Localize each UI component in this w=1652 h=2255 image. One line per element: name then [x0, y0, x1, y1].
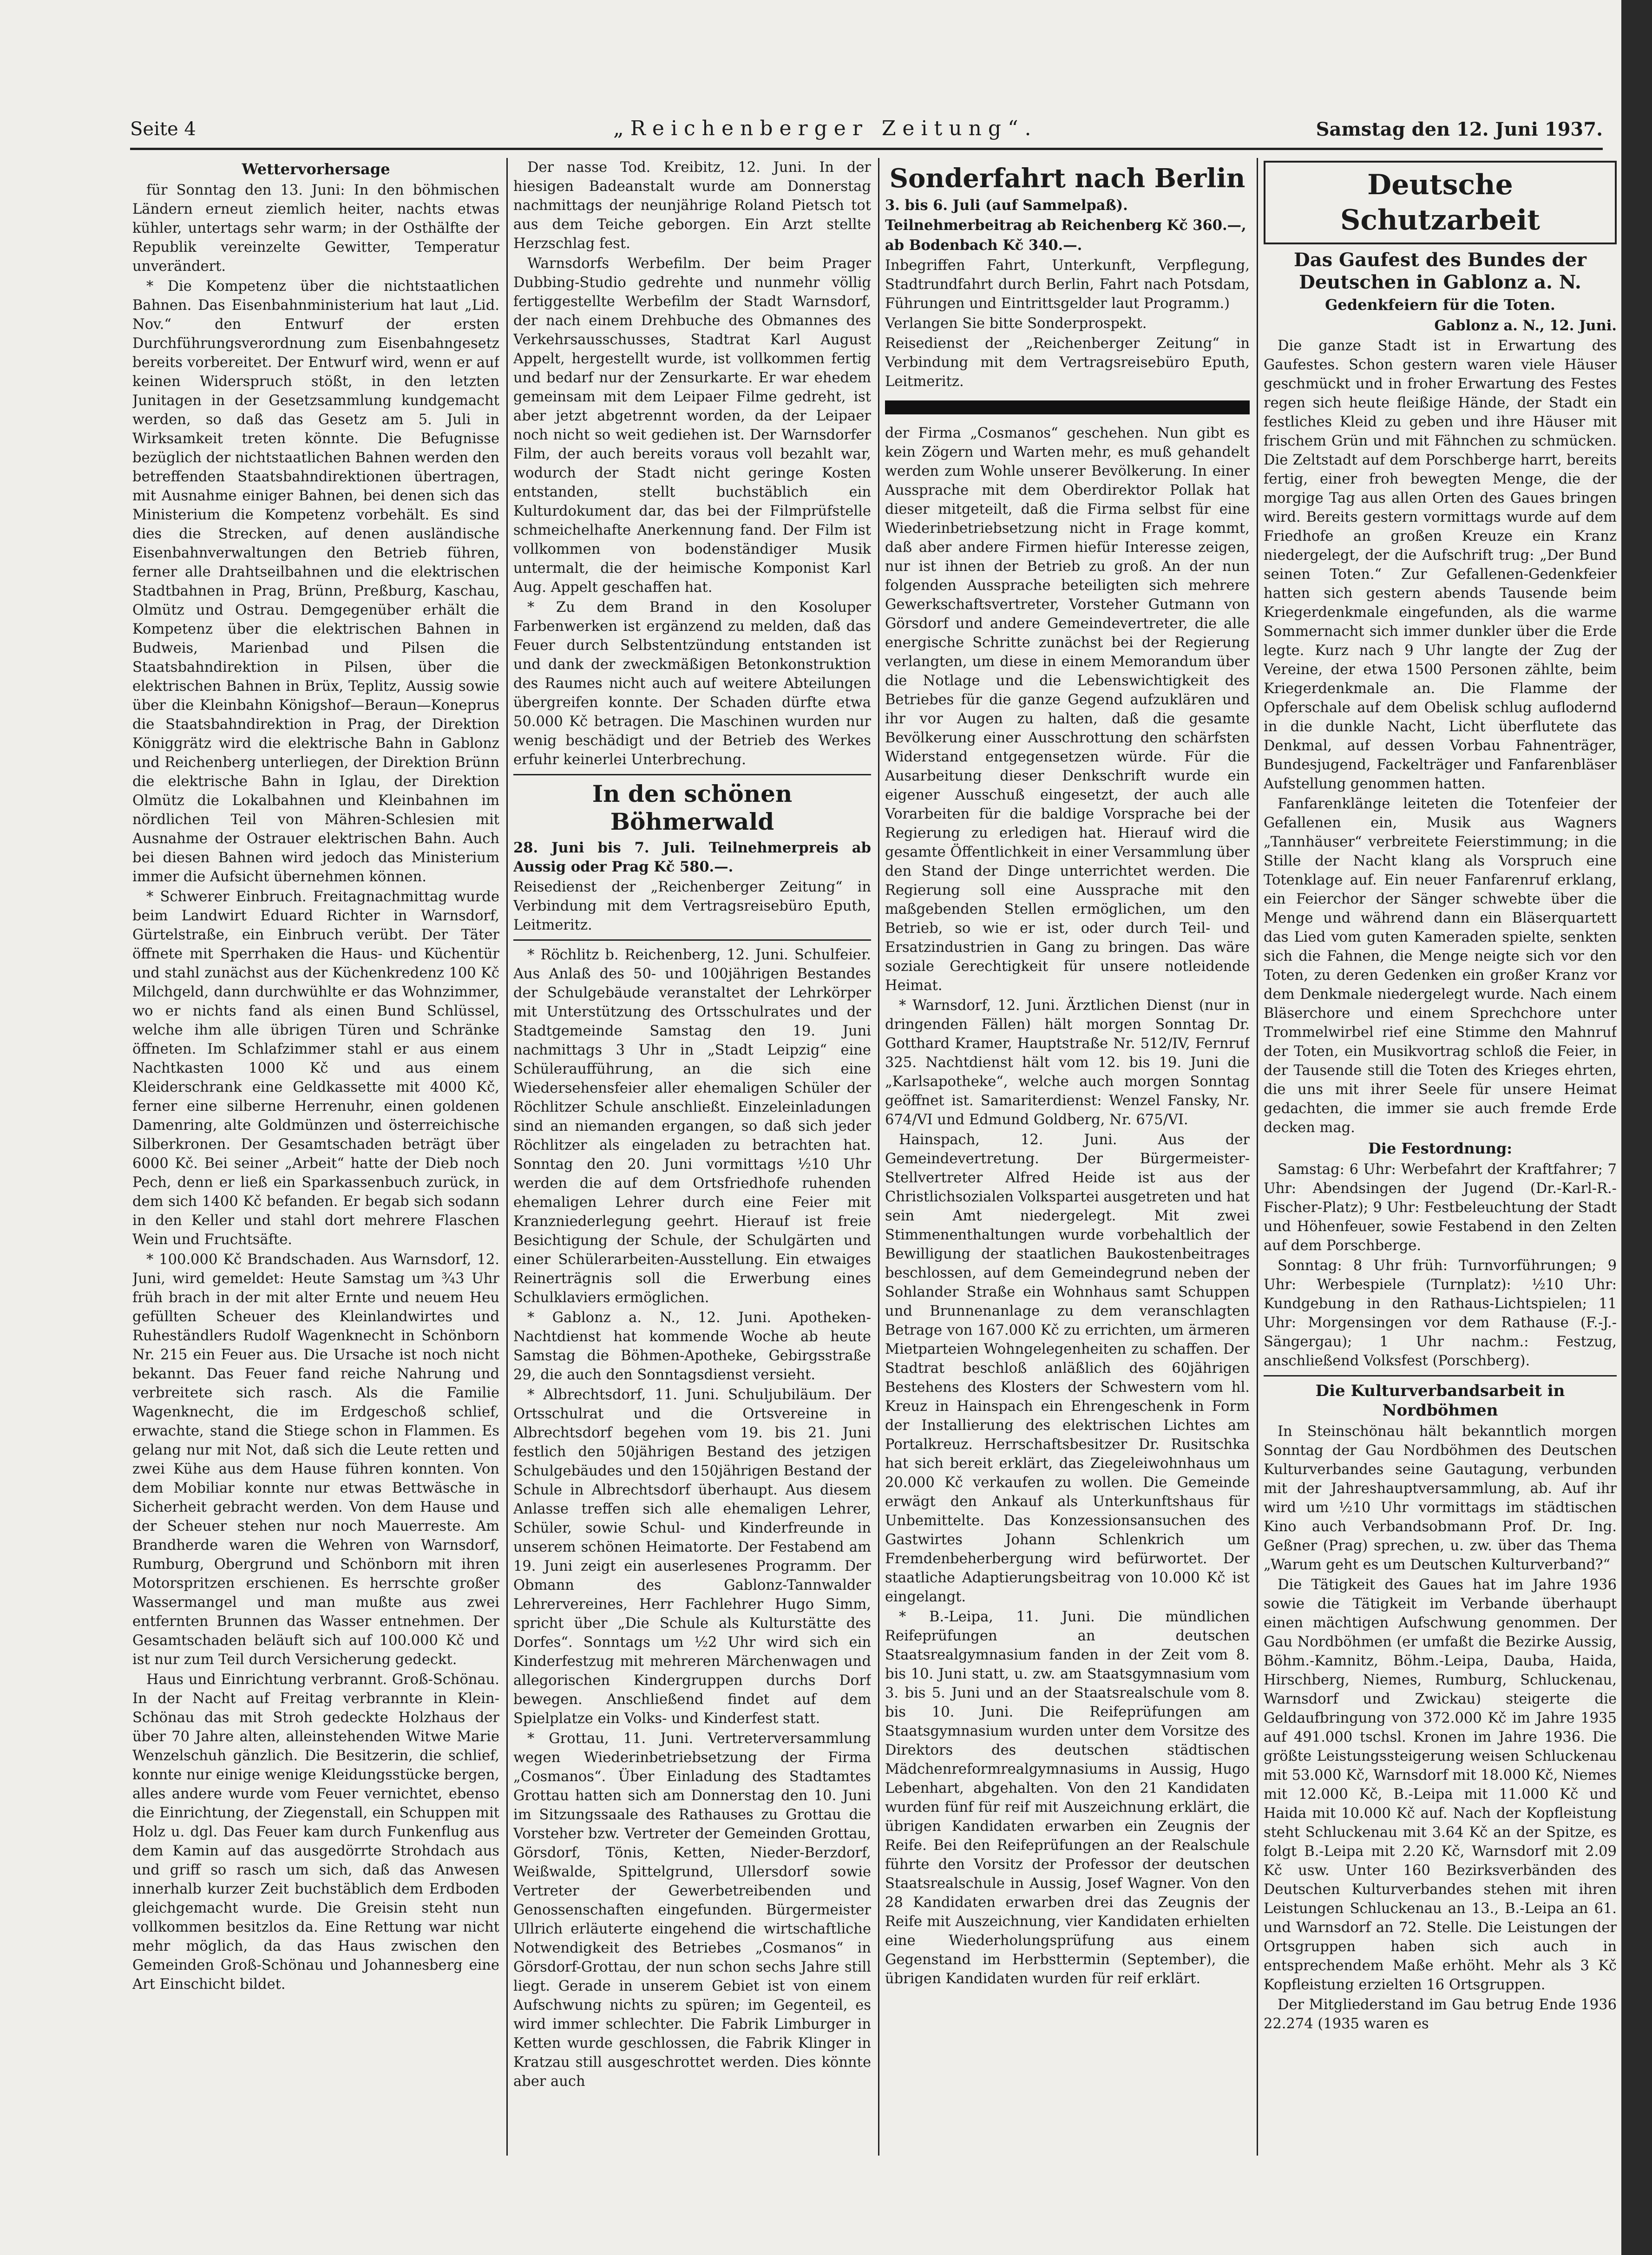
article-kosolup-fire: * Zu dem Brand in den Kosoluper Farbenwerken ist ergänzend zu melden, daß das Feuer durch Selbstentzündung entstanden ist und dank der zweckmäßigen Betonkonstruktion des Raumes nicht auch auf weitere Abteilungen übergreifen konnte. Der Schaden dürfte etwa 50.000 Kč betragen. Die Maschinen wurden nur wenig beschädigt und der Betrieb des Werkes erfuhr keinerlei Unterbrechung.	[513, 599, 871, 768]
article-gaufest-1: Die ganze Stadt ist in Erwartung des Gaufestes. Schon gestern waren viele Häuser geschmückt und in froher Erwartung des Festes regen sich heute fleißige Hände, der Stadt ein festliches Kleid zu geben und ihre Häuser mit frischem Grün und mit Fähnchen zu schmücken. Die Zeltstadt auf dem Porschberge harrt, bereits fertig, einer froh bewegten Menge, die der morgige Tag aus allen Orten des Gaues bringen wird. Bereits gestern vormittags wurde auf dem Friedhofe an großen Kreuze ein Kranz niedergelegt, der die Aufschrift trug: „Der Bund seinen Toten.“ Zur Gefallenen-Gedenkfeier hatten sich gestern abends Tausende beim Kriegerdenkmale eingefunden, als die warme Sommernacht sich immer dunkler über die Erde legte. Kurz nach 9 Uhr langte der Zug der Vereine, der etwa 1500 Personen zählte, beim Kriegerdenkmale an. Die Flamme der Opferschale auf dem Obelisk schlug auflodernd in die dunkle Nacht, Licht überflutete das Denkmal, auf dessen Vorbau Fahnenträger, Bundesjugend, Fackelträger und Fanfarenbläser Aufstellung genommen hatten.	[1264, 338, 1617, 792]
section-title: Deutsche Schutzarbeit	[1340, 169, 1541, 236]
column-rule	[1257, 158, 1258, 2156]
ad-boehmerwald-title: In den schönen Böhmerwald	[592, 780, 793, 835]
ad-berlin-title: Sonderfahrt nach Berlin	[889, 163, 1246, 194]
ad-berlin-dates: 3. bis 6. Juli (auf Sammelpaß).	[885, 197, 1128, 214]
black-bar-divider	[885, 400, 1250, 414]
ad-berlin-service: Reisedienst der „Reichenberger Zeitung“ in Verbindung mit dem Vertragsreisebüro Eputh, Leitmeritz.	[885, 335, 1250, 390]
article-warnsdorf-medical: * Warnsdorf, 12. Juni. Ärztlichen Dienst (nur in dringenden Fällen) hält morgen Sonntag Dr. Gotthard Kramer, Hauptstraße Nr. 512/IV, Fernruf 325. Nachtdienst hält vom 12. bis 19. Juni die „Karlsapotheke“, welche auch morgen Sonntag geöffnet ist. Samariterdienst: Wenzel Fansky, Nr. 674/VI und Edmund Goldberg, Nr. 675/VI.	[885, 997, 1250, 1128]
headline-gaufest: Das Gaufest des Bundes der Deutschen in Gablonz a. N.	[1294, 249, 1586, 293]
ad-berlin-price-1: Teilnehmerbeitrag ab Reichenberg Kč 360.—,	[885, 217, 1246, 234]
ad-berlin-price-2: ab Bodenbach Kč 340.—.	[885, 237, 1082, 254]
article-roechlitz: * Röchlitz b. Reichenberg, 12. Juni. Schulfeier. Aus Anlaß des 50- und 100jährigen Bestandes der Schulgebäude veranstaltet der Lehrkörper mit Unterstützung des Ortsschulrates und der Stadtgemeinde Samstag den 19. Juni nachmittags 3 Uhr in „Stadt Leipzig“ eine Schüleraufführung, an die sich eine Wiedersehensfeier aller ehemaligen Schüler der Röchlitzer Schule anschließt. Einzeleinladungen sind an niemanden ergangen, so daß sich jeder Röchlitzer als eingeladen zu betrachten hat. Sonntag den 20. Juni vormittags ½10 Uhr werden die auf dem Ortsfriedhofe ruhenden ehemaligen Lehrer durch eine Feier mit Kranzniederlegung geehrt. Hierauf ist freie Besichtigung der Schule, der Schulgärten und einer Schülerarbeiten-Ausstellung. Ein etwaiges Reinerträgnis soll die Erwerbung eines Schulklaviers ermöglichen.	[513, 947, 871, 1306]
column-3	[885, 158, 1250, 2156]
article-gablonz-pharmacy: * Gablonz a. N., 12. Juni. Apotheken-Nachtdienst hat kommende Woche ab heute Samstag die Böhmen-Apotheke, Gebirgsstraße 29, die auch den Sonntagsdienst versieht.	[513, 1310, 871, 1383]
column-rule	[506, 158, 508, 2156]
column-2	[513, 158, 871, 2156]
column-rule	[878, 158, 879, 2156]
festorder-heading: Die Festordnung:	[1368, 1140, 1513, 1157]
dateline: Gablonz a. N., 12. Juni.	[1434, 317, 1617, 334]
divider	[513, 774, 871, 775]
ad-boehmerwald-dates: 28. Juni bis 7. Juli. Teilnehmerpreis ab Aussig oder Prag Kč 580.—.	[513, 839, 871, 875]
divider	[1264, 1375, 1617, 1377]
article-burglary: * Schwerer Einbruch. Freitagnachmittag wurde beim Landwirt Eduard Richter in Warnsdorf, Gürtelstraße, ein Einbruch verübt. Der Täter öffnete mit Sperrhaken die Haus- und Küchentür und stahl zunächst aus der Küchenkredenz 100 Kč Milchgeld, dann durchwühlte er das Wohnzimmer, wo er nichts fand als einen Bund Schlüssel, welche ihm alle übrigen Türen und Schränke öffneten. Im Schlafzimmer stahl er aus einem Nachtkasten 1000 Kč und aus einem Kleiderschrank eine Geldkassette mit 4000 Kč, ferner eine silberne Herrenuhr, einen goldenen Damenring, alte Goldmünzen und österreichische Silberkronen. Der Gesamtschaden beträgt über 6000 Kč. Bei seiner „Arbeit“ hatte der Dieb noch Pech, denn er ließ ein Sparkassenbuch zurück, in dem sich 1400 Kč befanden. Er begab sich sodann in den Keller und stahl dort mehrere Flaschen Wein und Fruchtsäfte.	[132, 889, 499, 1248]
column-1	[132, 158, 499, 2156]
page-number: Seite 4	[130, 118, 196, 140]
article-cosmanos-continued: der Firma „Cosmanos“ geschehen. Nun gibt es kein Zögern und Warten mehr, es muß gehandelt werden zum Wohle unserer Bevölkerung. In einer Aussprache mit dem Oberdirektor Pollak hat dieser mitgeteilt, daß die Firma selbst für eine Wiederinbetriebsetzung nicht in Frage kommt, daß aber andere Firmen hiefür Interesse zeigen, nur ist ihnen der Betrieb zu groß. An der nun folgenden Aussprache beteiligten sich mehrere Gewerkschaftsvertreter, Vorsteher Gutmann von Görsdorf und andere Gemeindevertreter, die alle energische Schritte zunächst bei der Regierung verlangten, um diese in einem Memorandum über die Notlage und die Lebenswichtigkeit des Betriebes für die ganze Gegend aufzuklären und ihr vor Augen zu halten, daß die gesamte Bevölkerung einer Ausschrottung den schärfsten Widerstand entgegensetzen würde. Für die Ausarbeitung dieser Denkschrift wurde ein eigener Ausschuß eingesetzt, der auch alle Vorarbeiten für die baldige Vorsprache bei der Regierung zu erledigen hat. Hierauf wird die gesamte Öffentlichkeit in einer Versammlung über den Stand der Dinge unterrichtet werden. Die Regierung soll eine Aussprache mit den maßgebenden Stellen ermöglichen, um den Betrieb, so wie er ist, oder durch Teil- und Ersatzindustrien in Gang zu bringen. Das wäre soziale Gerechtigkeit für unsere notleidende Heimat.	[885, 425, 1250, 994]
article-fire-damage: * 100.000 Kč Brandschaden. Aus Warnsdorf, 12. Juni, wird gemeldet: Heute Samstag um ¾3 Uhr früh brach in der mit alter Ernte und neuem Heu gefüllten Scheuer des Kleinlandwirtes und Ruheständlers Rudolf Wagenknecht in Schönborn Nr. 215 ein Feuer aus. Die Ursache ist noch nicht bekannt. Das Feuer fand reiche Nahrung und verbreitete sich rasch. Als die Familie Wagenknecht, die im Erdgeschoß schlief, erwachte, stand die Stiege schon in Flammen. Es gelang nur mit Not, daß sich die Leute retten und zwei Kühe aus dem Hause führen konnten. Von dem Mobiliar konnte nur etwas Bettwäsche in Sicherheit gebracht werden. Von dem Hause und der Scheuer stehen nur noch Mauerreste. Am Brandherde waren die Wehren von Warnsdorf, Rumburg, Obergrund und Schönborn mit ihren Motorspritzen erschienen. Es herrschte großer Wassermangel und man mußte aus zwei entfernten Brunnen das Wasser entnehmen. Der Gesamtschaden beläuft sich auf 100.000 Kč und ist nur zum Teil durch Versicherung gedeckt.	[132, 1252, 499, 1668]
subhead-memorial: Gedenkfeiern für die Toten.	[1325, 296, 1555, 314]
headline-kulturverband: Die Kulturverbandsarbeit in Nordböhmen	[1315, 1382, 1565, 1420]
article-house-burned: Haus und Einrichtung verbrannt. Groß-Schönau. In der Nacht auf Freitag verbrannte in Klein-Schönau das mit Stroh gedeckte Holzhaus der über 70 Jahre alten, alleinstehenden Witwe Marie Wenzelschuh gänzlich. Die Besitzerin, die schlief, konnte nur einige wenige Kleidungsstücke bergen, alles andere wurde vom Feuer vernichtet, ebenso die Einrichtung, der Ziegenstall, ein Schuppen mit Holz u. dgl. Das Feuer kam durch Funkenflug aus dem Kamin auf das ausgedörrte Strohdach aus und griff so rasch um sich, daß das Anwesen innerhalb kurzer Zeit buchstäblich dem Erdboden gleichgemacht wurde. Die Greisin steht nun vollkommen besitzlos da. Eine Rettung war nicht mehr möglich, da das Haus zwischen den Gemeinden Groß-Schönau und Johannesberg eine Art Einschicht bildet.	[132, 1672, 499, 1993]
ad-berlin-included: Inbegriffen Fahrt, Unterkunft, Verpflegung, Stadtrundfahrt durch Berlin, Fahrt nach Potsdam, Führungen und Eintrittsgelder laut Programm.)	[885, 257, 1250, 312]
newspaper-title: „Reichenberger Zeitung“.	[613, 117, 1038, 140]
article-drowning: Der nasse Tod. Kreibitz, 12. Juni. In der hiesigen Badeanstalt wurde am Donnerstag nachmittags der neunjährige Roland Pietsch tot aus dem Teiche geborgen. Ein Arzt stellte Herzschlag fest.	[513, 159, 871, 252]
article-hainspach: Hainspach, 12. Juni. Aus der Gemeindevertretung. Der Bürgermeister-Stellvertreter Alfred Heide ist aus der Christlichsozialen Volkspartei ausgetreten und hat sein Amt niedergelegt. Mit zwei Stimmenenthaltungen wurde vorbehaltlich der Bewilligung der staatlichen Baukostenbeitrages beschlossen, auf dem Gemeindegrund neben der Sohlander Straße ein Wohnhaus samt Schuppen und Brunnenanlage zu dem veranschlagten Betrage von 167.000 Kč zu errichten, um ärmeren Mietparteien Wohngelegenheiten zu schaffen. Der Stadtrat beschloß anläßlich des 60jährigen Bestehens des Klosters der Schwestern vom hl. Kreuz in Hainspach ein Ehrengeschenk in Form der Installierung des elektrischen Lichtes am Portalkreuz. Herrschaftsbesitzer Dr. Rusitschka hat sich bereit erklärt, das Ziegeleiwohnhaus um 20.000 Kč verkaufen zu wollen. Die Gemeinde erwägt den Ankauf als Unterkunftshaus für Unbemittelte. Das Konzessionsansuchen des Gastwirtes Johann Schlenkrich um Fremdenbeherbergung wird befürwortet. Der staatliche Adaptierungsbeitrag von 10.000 Kč ist eingelangt.	[885, 1132, 1250, 1605]
article-railway-competence: * Die Kompetenz über die nichtstaatlichen Bahnen. Das Eisenbahnministerium hat laut „Lid. Nov.“ den Entwurf der ersten Durchführungsverordnung zum Eisenbahngesetz bereits vorbereitet. Der Entwurf wird, wenn er auf keinen Widerspruch stößt, in den letzten Junitagen in der Gesetzsammlung kundgemacht werden, so daß das Gesetz am 5. Juli in Wirksamkeit treten könnte. Die Befugnisse bezüglich der nichtstaatlichen Bahnen werden den betreffenden Staatsbahndirektionen übertragen, mit Ausnahme einiger Bahnen, bei denen sich das Ministerium die Kompetenz vorbehält. Es sind dies die Strecken, auf denen ausländische Eisenbahnverwaltungen den Betrieb führen, ferner alle Drahtseilbahnen und die elektrischen Stadtbahnen in Prag, Brünn, Preßburg, Kaschau, Olmütz und Ostrau. Demgegenüber erhält die Kompetenz über die elektrischen Bahnen in Budweis, Marienbad und Pilsen die Staatsbahndirektion in Pilsen, über die elektrischen Bahnen in Brüx, Teplitz, Aussig sowie über die Kleinbahn Königshof—Beraun—Koneprus die Staatsbahndirektion in Prag, der Direktion Königgrätz wird die elektrische Bahn in Gablonz und Reichenberg unterliegen, der Direktion Brünn die elektrische Bahn in Iglau, der Direktion Olmütz die Lokalbahnen und Kleinbahnen im nördlichen Teil von Mähren-Schlesien mit Ausnahme der Ostrauer elektrischen Bahn. Auch bei diesen Bahnen wird jedoch das Ministerium immer die Aufsicht übernehmen können.	[132, 278, 499, 885]
masthead	[130, 114, 1603, 146]
issue-date: Samstag den 12. Juni 1937.	[1316, 118, 1603, 140]
article-b-leipa-exams: * B.-Leipa, 11. Juni. Die mündlichen Reifeprüfungen an deutschen Staatsrealgymnasium fanden in der Zeit vom 8. bis 10. Juni statt, u. zw. am Staatsgymnasium vom 3. bis 5. Juni und an der Staatsrealschule vom 8. bis 10. Juni. Die Reifeprüfungen am Staatsgymnasium wurden unter dem Vorsitze des Direktors des deutschen städtischen Mädchenreformrealgymnasiums in Aussig, Hugo Lebenhart, abgehalten. Von den 21 Kandidaten wurden fünf für reif mit Auszeichnung erklärt, die übrigen Kandidaten erwarben ein Zeugnis der Reife. Bei den Reifeprüfungen an der Realschule führte den Vorsitz der Professor der deutschen Staatsrealschule in Aussig, Josef Wagner. Von den 28 Kandidaten erwarben drei das Zeugnis der Reife mit Auszeichnung, vier Kandidaten erhielten eine Wiederholungsprüfung aus einem Gegenstand im Herbsttermin (September), die übrigen Kandidaten wurden für reif erklärt.	[885, 1609, 1250, 1987]
article-grottau: * Grottau, 11. Juni. Vertreterversammlung wegen Wiederinbetriebsetzung der Firma „Cosmanos“. Über Einladung des Stadtamtes Grottau hatten sich am Donnerstag den 10. Juni im Sitzungssaale des Rathauses zu Grottau die Vorsteher bzw. Vertreter der Gemeinden Grottau, Görsdorf, Tönis, Ketten, Nieder-Berzdorf, Weißwalde, Spittelgrund, Ullersdorf sowie Vertreter der Gewerbetreibenden und Genossenschaften eingefunden. Bürgermeister Ullrich erläuterte eingehend die wirtschaftliche Notwendigkeit des Betriebes „Cosmanos“ in Görsdorf-Grottau, der nun schon sechs Jahre still liegt. Gerade in unserem Gebiet ist von einem Aufschwung nichts zu spüren; im Gegenteil, es wird immer schlechter. Die Fabrik Limburger in Ketten wurde geschlossen, die Fabrik Klinger in Kratzau still ausgeschrottet werden. Dies könnte aber auch	[513, 1731, 871, 2090]
ad-berlin-request: Verlangen Sie bitte Sonderprospekt.	[885, 315, 1147, 332]
divider	[513, 939, 871, 941]
article-gaufest-2: Fanfarenklänge leiteten die Totenfeier der Gefallenen ein, Musik aus Wagners „Tannhäuser“ verbreitete Feierstimmung; in die Stille der Nacht klang als Vorspruch eine Totenklage auf. Ein neuer Fanfarenruf erklang, ein Feierchor der Sänger schwebte über die Menge und während dann ein Bläserquartett das Lied vom guten Kameraden spielte, senkten sich die Fahnen, die Menge neigte sich vor den Toten, zu deren Gedenken ein großer Kranz vor dem Denkmale niedergelegt wurde. Nach einem Bläserchore und einem Sprechchore unter Trommelwirbel rief eine Stimme den Mahnruf der Toten, ein Musikvortrag schloß die Feier, in der Tausende still die Toten des Krieges ehrten, die uns mit ihrer Seele für unsere Heimat gedachten, die immer sie auch fremde Erde decken mag.	[1264, 796, 1617, 1136]
weather-heading: Wettervorhersage	[242, 160, 390, 178]
ad-boehmerwald-service: Reisedienst der „Reichenberger Zeitung“ in Verbindung mit dem Vertragsreisebüro Eputh, Leitmeritz.	[513, 879, 871, 933]
section-box	[1264, 161, 1617, 244]
masthead-rule	[130, 148, 1603, 150]
scan-edge	[1621, 0, 1652, 2255]
article-warnsdorf-film: Warnsdorfs Werbefilm. Der beim Prager Dubbing-Studio gedrehte und nunmehr völlig fertiggestellte Werbefilm der Stadt Warnsdorf, der nach einem Drehbuche des Obmannes des Verkehrsausschusses, Stadtrat Karl August Appelt, hergestellt wurde, ist vollkommen fertig und bedarf nur der Zensurkarte. Er war ehedem gemeinsam mit dem Leipaer Filme gedreht, ist aber jetzt abgetrennt worden, da der Leipaer noch nicht so weit gediehen ist. Der Warnsdorfer Film, der auch bereits voraus voll bezahlt war, wodurch der Stadt nicht geringe Kosten entstanden, stellt buchstäblich ein Kulturdokument dar, das bei der Filmprüfstelle schmeichelhafte Anerkennung fand. Der Film ist vollkommen von bodenständiger Musik untermalt, die der heimische Komponist Karl Aug. Appelt geschaffen hat.	[513, 256, 871, 596]
column-4	[1264, 158, 1617, 2156]
ad-berlin-trip	[885, 161, 1250, 391]
festorder-saturday: Samstag: 6 Uhr: Werbefahrt der Kraftfahrer; 7 Uhr: Abendsingen der Jugend (Dr.-Karl-R.-Fischer-Platz); 9 Uhr: Festbeleuchtung der Stadt und Höhenfeuer, sowie Festabend in den Zelten auf dem Porschberge.	[1264, 1161, 1617, 1254]
article-kulturverband-1: In Steinschönau hält bekanntlich morgen Sonntag der Gau Nordböhmen des Deutschen Kulturverbandes seine Gautagung, verbunden mit der Jahreshauptversammlung, ab. Auf ihr wird um ½10 Uhr vormittags im städtischen Kino auch Verbandsobmann Prof. Dr. Ing. Geßner (Prag) sprechen, u. zw. über das Thema „Warum geht es um Deutschen Kulturverband?“	[1264, 1423, 1617, 1573]
ad-boehmerwald	[513, 780, 871, 935]
article-kulturverband-2: Die Tätigkeit des Gaues hat im Jahre 1936 sowie die Tätigkeit im Verbande überhaupt einen mächtigen Aufschwung genommen. Der Gau Nordböhmen (er umfaßt die Bezirke Aussig, Böhm.-Kamnitz, Böhm.-Leipa, Dauba, Haida, Hirschberg, Niemes, Rumburg, Schluckenau, Warnsdorf und Zwickau) steigerte die Geldaufbringung von 372.000 Kč im Jahre 1935 auf 491.000 tschsl. Kronen im Jahre 1936. Die größte Leistungssteigerung weisen Schluckenau mit 53.000 Kč, Warnsdorf mit 18.000 Kč, Niemes mit 12.000 Kč, B.-Leipa mit 11.000 Kč und Haida mit 10.000 Kč auf. Nach der Kopfleistung steht Schluckenau mit 3.64 Kč an der Spitze, es folgt B.-Leipa mit 2.20 Kč, Warnsdorf mit 2.09 Kč usw. Unter 160 Bezirksverbänden des Deutschen Kulturverbandes stehen mit ihren Leistungen Schluckenau an 13., B.-Leipa an 61. und Warnsdorf an 72. Stelle. Die Leistungen der Ortsgruppen haben sich auch in entsprechendem Maße erhöht. Mehr als 3 Kč Kopfleistung erzielten 16 Ortsgruppen.	[1264, 1577, 1617, 1993]
festorder-sunday: Sonntag: 8 Uhr früh: Turnvorführungen; 9 Uhr: Werbespiele (Turnplatz): ½10 Uhr: Kundgebung in den Rathaus-Lichtspielen; 11 Uhr: Morgensingen vor dem Rathause (F.-J.-Sängergau); 1 Uhr nachm.: Festzug, anschließend Volksfest (Porschberg).	[1264, 1258, 1617, 1369]
weather-forecast: für Sonntag den 13. Juni: In den böhmischen Ländern erneut ziemlich heiter, nachts etwas kühler, untertags sehr warm; in der Osthälfte der Republik vereinzelte Gewitter, Temperatur unverändert.	[132, 182, 499, 275]
article-albrechtsdorf: * Albrechtsdorf, 11. Juni. Schuljubiläum. Der Ortsschulrat und die Ortsvereine in Albrechtsdorf begehen vom 19. bis 21. Juni festlich den 50jährigen Bestand des jetzigen Schulgebäudes und den 150jährigen Bestand der Schule in Albrechtsdorf überhaupt. Aus diesem Anlasse treffen sich alle ehemaligen Lehrer, Schüler, sowie Schul- und Kinderfreunde in unserem schönen Heimatorte. Der Festabend am 19. Juni zeigt ein auserlesenes Programm. Der Obmann des Gablonz-Tannwalder Lehrervereines, Herr Fachlehrer Hugo Simm, spricht über „Die Schule als Kulturstätte des Dorfes“. Sonntags um ½2 Uhr wird sich ein Kinderfestzug mit mehreren Märchenwagen und allegorischen Kindergruppen durchs Dorf bewegen. Anschließend findet auf dem Spielplatze ein Volks- und Kinderfest statt.	[513, 1387, 871, 1727]
article-kulturverband-3: Der Mitgliederstand im Gau betrug Ende 1936 22.274 (1935 waren es	[1264, 1997, 1617, 2032]
